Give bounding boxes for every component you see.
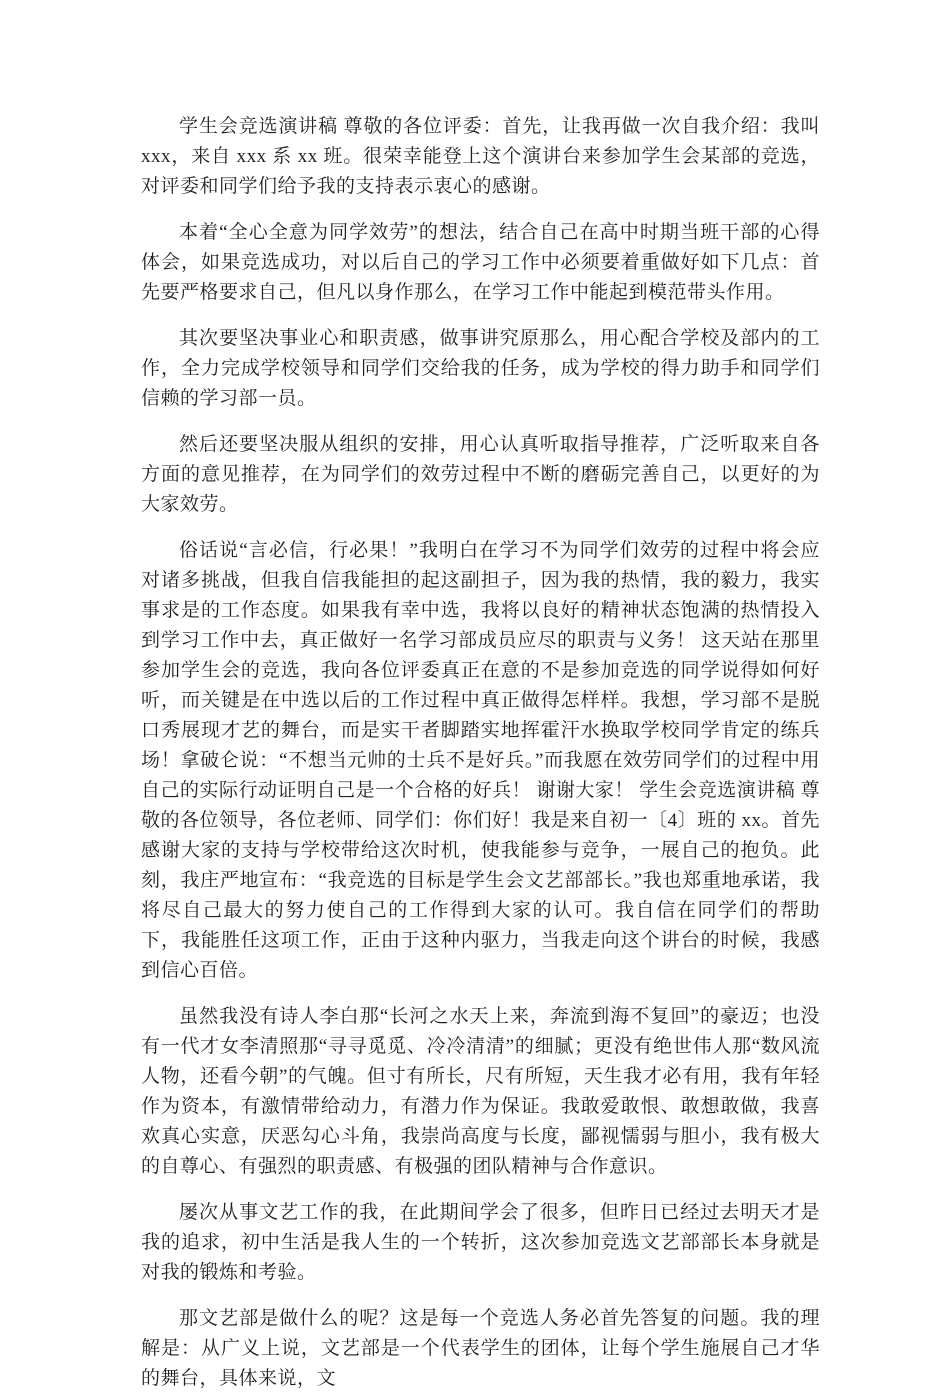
paragraph: 那文艺部是做什么的呢？这是每一个竞选人务必首先答复的问题。我的理解是：从广义上说，文艺部是一个代表学生的团体，让每个学生施展自己才华的舞台，具体来说，文	[141, 1308, 820, 1389]
paragraph: 其次要坚决事业心和职责感，做事讲究原那么，用心配合学校及部内的工作，全力完成学校领导和同学们交给我的任务，成为学校的得力助手和同学们信赖的学习部一员。	[141, 328, 820, 409]
paragraph: 学生会竞选演讲稿 尊敬的各位评委：首先，让我再做一次自我介绍：我叫 xxx，来自 xxx 系 xx 班。很荣幸能登上这个演讲台来参加学生会某部的竞选，对评委和同学们给予我的支持表示衷心的感谢。	[141, 116, 820, 197]
document-text	[141, 112, 820, 1394]
paragraph: 然后还要坚决服从组织的安排，用心认真听取指导推荐，广泛听取来自各方面的意见推荐，在为同学们的效劳过程中不断的磨砺完善自己，以更好的为大家效劳。	[141, 434, 820, 515]
paragraph: 本着“全心全意为同学效劳”的想法，结合自己在高中时期当班干部的心得体会，如果竞选成功，对以后自己的学习工作中必须要着重做好如下几点：首先要严格要求自己，但凡以身作那么，在学习工作中能起到模范带头作用。	[141, 222, 820, 303]
paragraph: 虽然我没有诗人李白那“长河之水天上来，奔流到海不复回”的豪迈；也没有一代才女李清照那“寻寻觅觅、冷冷清清”的细腻；更没有绝世伟人那“数风流人物，还看今朝”的气魄。但寸有所长，尺有所短，天生我才必有用，我有年轻作为资本，有激情带给动力，有潜力作为保证。我敢爱敢恨、敢想敢做，我喜欢真心实意，厌恶勾心斗角，我崇尚高度与长度，鄙视懦弱与胆小，我有极大的自尊心、有强烈的职责感、有极强的团队精神与合作意识。	[141, 1006, 820, 1177]
paragraph: 屡次从事文艺工作的我，在此期间学会了很多，但昨日已经过去明天才是我的追求，初中生活是我人生的一个转折，这次参加竞选文艺部部长本身就是对我的锻炼和考验。	[141, 1202, 820, 1283]
paragraph: 俗话说“言必信，行必果！”我明白在学习不为同学们效劳的过程中将会应对诸多挑战，但我自信我能担的起这副担子，因为我的热情，我的毅力，我实事求是的工作态度。如果我有幸中选，我将以良好的精神状态饱满的热情投入到学习工作中去，真正做好一名学习部成员应尽的职责与义务！ 这天站在那里参加学生会的竞选，我向各位评委真正在意的不是参加竞选的同学说得如何好听，而关键是在中选以后的工作过程中真正做得怎样样。我想，学习部不是脱口秀展现才艺的舞台，而是实干者脚踏实地挥霍汗水换取学校同学肯定的练兵场！拿破仑说：“不想当元帅的士兵不是好兵。”而我愿在效劳同学们的过程中用自己的实际行动证明自己是一个合格的好兵！ 谢谢大家！ 学生会竞选演讲稿 尊敬的各位领导，各位老师、同学们：你们好！我是来自初一〔4〕班的 xx。首先感谢大家的支持与学校带给这次时机，使我能参与竞争，一展自己的抱负。此刻，我庄严地宣布：“我竞选的目标是学生会文艺部部长。”我也郑重地承诺，我将尽自己最大的努力使自己的工作得到大家的认可。我自信在同学们的帮助下，我能胜任这项工作，正由于这种内驱力，当我走向这个讲台的时候，我感到信心百倍。	[141, 540, 820, 981]
